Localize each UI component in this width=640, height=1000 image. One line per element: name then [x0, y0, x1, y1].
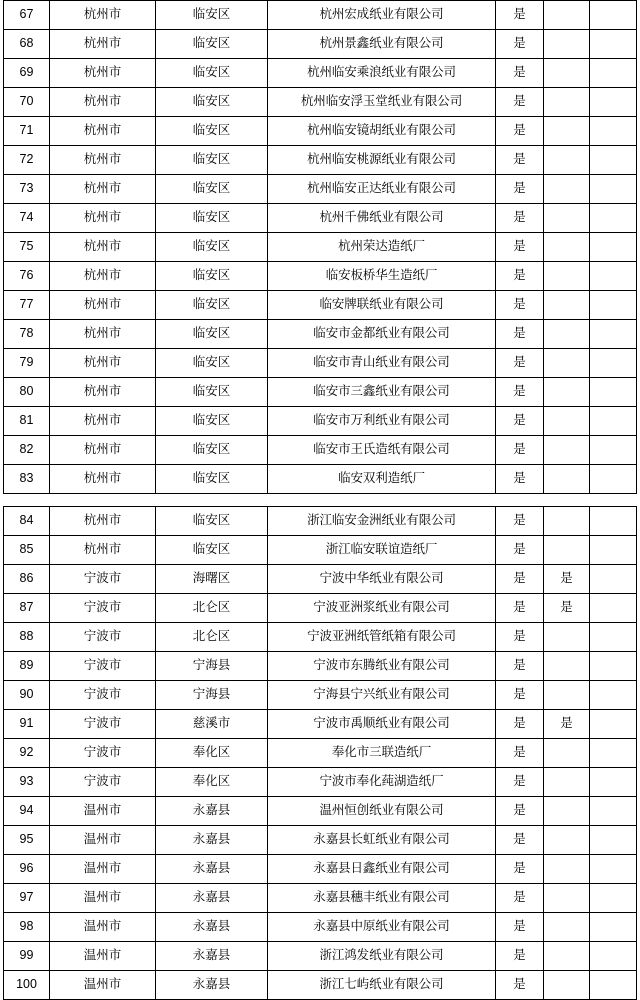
cell-city: 杭州市 — [50, 320, 156, 349]
cell-mark-1: 是 — [496, 59, 544, 88]
cell-district: 临安区 — [156, 407, 268, 436]
cell-city: 杭州市 — [50, 233, 156, 262]
cell-district: 临安区 — [156, 436, 268, 465]
cell-enterprise-name: 杭州景鑫纸业有限公司 — [268, 30, 496, 59]
table-row — [4, 623, 637, 652]
cell-district: 永嘉县 — [156, 797, 268, 826]
table-row — [4, 88, 637, 117]
cell-mark-1: 是 — [496, 652, 544, 681]
cell-mark-2 — [544, 536, 590, 565]
cell-mark-3 — [590, 407, 637, 436]
table-row — [4, 378, 637, 407]
cell-mark-1: 是 — [496, 942, 544, 971]
cell-city: 杭州市 — [50, 465, 156, 494]
cell-mark-3 — [590, 536, 637, 565]
cell-city: 宁波市 — [50, 565, 156, 594]
cell-mark-3 — [590, 855, 637, 884]
table-row — [4, 826, 637, 855]
cell-mark-3 — [590, 233, 637, 262]
cell-mark-2: 是 — [544, 565, 590, 594]
cell-city: 杭州市 — [50, 378, 156, 407]
cell-city: 杭州市 — [50, 349, 156, 378]
cell-index: 70 — [4, 88, 50, 117]
cell-enterprise-name: 临安双利造纸厂 — [268, 465, 496, 494]
cell-mark-3 — [590, 59, 637, 88]
table-row — [4, 204, 637, 233]
cell-city: 温州市 — [50, 942, 156, 971]
cell-mark-3 — [590, 594, 637, 623]
cell-city: 杭州市 — [50, 262, 156, 291]
cell-district: 海曙区 — [156, 565, 268, 594]
cell-city: 宁波市 — [50, 739, 156, 768]
cell-mark-2 — [544, 623, 590, 652]
cell-index: 81 — [4, 407, 50, 436]
cell-mark-3 — [590, 349, 637, 378]
cell-district: 永嘉县 — [156, 913, 268, 942]
cell-mark-1: 是 — [496, 536, 544, 565]
cell-enterprise-name: 临安市青山纸业有限公司 — [268, 349, 496, 378]
cell-mark-3 — [590, 826, 637, 855]
cell-index: 88 — [4, 623, 50, 652]
cell-mark-2 — [544, 884, 590, 913]
cell-mark-3 — [590, 507, 637, 536]
cell-district: 临安区 — [156, 349, 268, 378]
cell-index: 82 — [4, 436, 50, 465]
cell-mark-2 — [544, 797, 590, 826]
cell-district: 临安区 — [156, 233, 268, 262]
cell-index: 77 — [4, 291, 50, 320]
cell-enterprise-name: 永嘉县日鑫纸业有限公司 — [268, 855, 496, 884]
cell-city: 温州市 — [50, 855, 156, 884]
cell-enterprise-name: 永嘉县长虹纸业有限公司 — [268, 826, 496, 855]
cell-mark-3 — [590, 436, 637, 465]
cell-mark-1: 是 — [496, 349, 544, 378]
cell-district: 奉化区 — [156, 768, 268, 797]
cell-mark-3 — [590, 681, 637, 710]
cell-district: 北仑区 — [156, 594, 268, 623]
cell-mark-2 — [544, 262, 590, 291]
cell-mark-1: 是 — [496, 30, 544, 59]
cell-mark-2 — [544, 146, 590, 175]
cell-mark-2 — [544, 30, 590, 59]
table-row — [4, 59, 637, 88]
cell-city: 宁波市 — [50, 768, 156, 797]
cell-mark-1: 是 — [496, 436, 544, 465]
cell-district: 永嘉县 — [156, 884, 268, 913]
cell-index: 79 — [4, 349, 50, 378]
table-row — [4, 681, 637, 710]
cell-city: 杭州市 — [50, 291, 156, 320]
table-row — [4, 710, 637, 739]
table-row — [4, 507, 637, 536]
cell-city: 温州市 — [50, 971, 156, 1000]
cell-city: 杭州市 — [50, 175, 156, 204]
enterprise-table-part-1 — [3, 0, 637, 494]
cell-district: 宁海县 — [156, 652, 268, 681]
table-row — [4, 233, 637, 262]
cell-district: 临安区 — [156, 378, 268, 407]
cell-city: 杭州市 — [50, 88, 156, 117]
table-row — [4, 175, 637, 204]
cell-index: 73 — [4, 175, 50, 204]
cell-index: 94 — [4, 797, 50, 826]
cell-index: 75 — [4, 233, 50, 262]
cell-mark-1: 是 — [496, 378, 544, 407]
cell-mark-1: 是 — [496, 797, 544, 826]
table-row — [4, 797, 637, 826]
cell-district: 临安区 — [156, 536, 268, 565]
cell-district: 宁海县 — [156, 681, 268, 710]
cell-enterprise-name: 浙江鸿发纸业有限公司 — [268, 942, 496, 971]
cell-mark-3 — [590, 1, 637, 30]
cell-district: 慈溪市 — [156, 710, 268, 739]
cell-city: 宁波市 — [50, 594, 156, 623]
cell-mark-3 — [590, 739, 637, 768]
cell-district: 永嘉县 — [156, 826, 268, 855]
cell-index: 74 — [4, 204, 50, 233]
cell-index: 84 — [4, 507, 50, 536]
cell-mark-1: 是 — [496, 320, 544, 349]
cell-mark-2 — [544, 291, 590, 320]
cell-mark-3 — [590, 465, 637, 494]
cell-mark-3 — [590, 942, 637, 971]
cell-mark-3 — [590, 710, 637, 739]
cell-district: 临安区 — [156, 465, 268, 494]
cell-index: 91 — [4, 710, 50, 739]
cell-index: 90 — [4, 681, 50, 710]
table-row — [4, 971, 637, 1000]
cell-enterprise-name: 浙江临安金洲纸业有限公司 — [268, 507, 496, 536]
cell-district: 永嘉县 — [156, 855, 268, 884]
cell-mark-2 — [544, 175, 590, 204]
cell-city: 宁波市 — [50, 710, 156, 739]
cell-district: 临安区 — [156, 146, 268, 175]
cell-city: 杭州市 — [50, 59, 156, 88]
cell-mark-3 — [590, 204, 637, 233]
cell-city: 杭州市 — [50, 507, 156, 536]
cell-district: 临安区 — [156, 30, 268, 59]
cell-mark-1: 是 — [496, 407, 544, 436]
cell-enterprise-name: 杭州临安浮玉堂纸业有限公司 — [268, 88, 496, 117]
cell-mark-1: 是 — [496, 768, 544, 797]
cell-mark-3 — [590, 262, 637, 291]
cell-index: 72 — [4, 146, 50, 175]
cell-city: 杭州市 — [50, 1, 156, 30]
cell-district: 临安区 — [156, 117, 268, 146]
cell-mark-2 — [544, 1, 590, 30]
cell-index: 99 — [4, 942, 50, 971]
cell-mark-2 — [544, 233, 590, 262]
cell-index: 85 — [4, 536, 50, 565]
cell-enterprise-name: 临安市三鑫纸业有限公司 — [268, 378, 496, 407]
table-row — [4, 436, 637, 465]
cell-mark-1: 是 — [496, 262, 544, 291]
cell-enterprise-name: 临安市金都纸业有限公司 — [268, 320, 496, 349]
table-row — [4, 652, 637, 681]
cell-city: 温州市 — [50, 826, 156, 855]
cell-mark-3 — [590, 565, 637, 594]
cell-district: 奉化区 — [156, 739, 268, 768]
cell-mark-3 — [590, 378, 637, 407]
cell-mark-1: 是 — [496, 117, 544, 146]
cell-enterprise-name: 宁波市禹顺纸业有限公司 — [268, 710, 496, 739]
cell-mark-2 — [544, 913, 590, 942]
cell-mark-3 — [590, 768, 637, 797]
cell-enterprise-name: 杭州宏成纸业有限公司 — [268, 1, 496, 30]
cell-city: 温州市 — [50, 797, 156, 826]
cell-mark-3 — [590, 971, 637, 1000]
cell-index: 87 — [4, 594, 50, 623]
table-row — [4, 117, 637, 146]
cell-index: 69 — [4, 59, 50, 88]
cell-enterprise-name: 宁波亚洲纸管纸箱有限公司 — [268, 623, 496, 652]
cell-mark-2 — [544, 768, 590, 797]
cell-district: 临安区 — [156, 291, 268, 320]
cell-mark-1: 是 — [496, 623, 544, 652]
table-row — [4, 465, 637, 494]
cell-mark-1: 是 — [496, 175, 544, 204]
cell-mark-1: 是 — [496, 88, 544, 117]
cell-city: 杭州市 — [50, 536, 156, 565]
cell-district: 永嘉县 — [156, 942, 268, 971]
cell-district: 永嘉县 — [156, 971, 268, 1000]
cell-index: 89 — [4, 652, 50, 681]
cell-enterprise-name: 临安牌联纸业有限公司 — [268, 291, 496, 320]
cell-mark-3 — [590, 30, 637, 59]
cell-mark-1: 是 — [496, 507, 544, 536]
table-row — [4, 146, 637, 175]
cell-enterprise-name: 杭州临安镜胡纸业有限公司 — [268, 117, 496, 146]
cell-enterprise-name: 宁波亚洲浆纸业有限公司 — [268, 594, 496, 623]
cell-mark-1: 是 — [496, 913, 544, 942]
cell-mark-2: 是 — [544, 710, 590, 739]
cell-district: 临安区 — [156, 262, 268, 291]
cell-mark-3 — [590, 623, 637, 652]
cell-mark-1: 是 — [496, 710, 544, 739]
cell-enterprise-name: 浙江临安联谊造纸厂 — [268, 536, 496, 565]
cell-district: 临安区 — [156, 59, 268, 88]
cell-index: 95 — [4, 826, 50, 855]
cell-enterprise-name: 杭州临安正达纸业有限公司 — [268, 175, 496, 204]
cell-index: 97 — [4, 884, 50, 913]
cell-mark-2 — [544, 407, 590, 436]
cell-mark-1: 是 — [496, 204, 544, 233]
cell-city: 杭州市 — [50, 30, 156, 59]
cell-city: 杭州市 — [50, 204, 156, 233]
table-block-separator — [4, 494, 637, 506]
cell-city: 杭州市 — [50, 407, 156, 436]
cell-index: 98 — [4, 913, 50, 942]
cell-mark-3 — [590, 175, 637, 204]
cell-district: 临安区 — [156, 88, 268, 117]
table-row — [4, 320, 637, 349]
cell-mark-2: 是 — [544, 594, 590, 623]
cell-mark-1: 是 — [496, 855, 544, 884]
cell-index: 86 — [4, 565, 50, 594]
table-row — [4, 942, 637, 971]
cell-enterprise-name: 临安板桥华生造纸厂 — [268, 262, 496, 291]
cell-city: 杭州市 — [50, 436, 156, 465]
cell-enterprise-name: 永嘉县穗丰纸业有限公司 — [268, 884, 496, 913]
cell-mark-3 — [590, 291, 637, 320]
cell-mark-3 — [590, 117, 637, 146]
table-row — [4, 30, 637, 59]
cell-mark-2 — [544, 942, 590, 971]
cell-mark-1: 是 — [496, 233, 544, 262]
cell-index: 78 — [4, 320, 50, 349]
cell-mark-2 — [544, 88, 590, 117]
cell-city: 宁波市 — [50, 652, 156, 681]
cell-index: 76 — [4, 262, 50, 291]
cell-mark-1: 是 — [496, 739, 544, 768]
cell-mark-2 — [544, 681, 590, 710]
cell-enterprise-name: 杭州千佛纸业有限公司 — [268, 204, 496, 233]
table-row — [4, 349, 637, 378]
cell-index: 67 — [4, 1, 50, 30]
cell-mark-2 — [544, 59, 590, 88]
cell-mark-2 — [544, 320, 590, 349]
cell-mark-3 — [590, 884, 637, 913]
cell-index: 83 — [4, 465, 50, 494]
cell-mark-3 — [590, 913, 637, 942]
cell-enterprise-name: 临安市王氏造纸有限公司 — [268, 436, 496, 465]
cell-mark-2 — [544, 378, 590, 407]
table-row — [4, 768, 637, 797]
enterprise-table-part-2 — [3, 506, 637, 1000]
cell-mark-2 — [544, 436, 590, 465]
cell-district: 临安区 — [156, 1, 268, 30]
cell-enterprise-name: 宁波市东腾纸业有限公司 — [268, 652, 496, 681]
cell-mark-1: 是 — [496, 971, 544, 1000]
cell-enterprise-name: 永嘉县中原纸业有限公司 — [268, 913, 496, 942]
table-row — [4, 407, 637, 436]
cell-mark-2 — [544, 971, 590, 1000]
cell-mark-3 — [590, 146, 637, 175]
cell-city: 温州市 — [50, 884, 156, 913]
table-row — [4, 565, 637, 594]
cell-mark-1: 是 — [496, 465, 544, 494]
table-row — [4, 594, 637, 623]
cell-enterprise-name: 临安市万利纸业有限公司 — [268, 407, 496, 436]
table-row — [4, 855, 637, 884]
cell-index: 92 — [4, 739, 50, 768]
cell-index: 93 — [4, 768, 50, 797]
cell-city: 宁波市 — [50, 681, 156, 710]
table-row — [4, 739, 637, 768]
table-row — [4, 262, 637, 291]
cell-mark-1: 是 — [496, 565, 544, 594]
cell-city: 宁波市 — [50, 623, 156, 652]
cell-district: 北仑区 — [156, 623, 268, 652]
cell-enterprise-name: 温州恒创纸业有限公司 — [268, 797, 496, 826]
cell-mark-1: 是 — [496, 1, 544, 30]
cell-mark-3 — [590, 797, 637, 826]
cell-index: 100 — [4, 971, 50, 1000]
cell-mark-1: 是 — [496, 146, 544, 175]
table-row — [4, 1, 637, 30]
cell-enterprise-name: 杭州临安桃源纸业有限公司 — [268, 146, 496, 175]
cell-index: 80 — [4, 378, 50, 407]
cell-city: 杭州市 — [50, 117, 156, 146]
cell-mark-1: 是 — [496, 884, 544, 913]
cell-district: 临安区 — [156, 320, 268, 349]
cell-mark-3 — [590, 320, 637, 349]
cell-mark-2 — [544, 855, 590, 884]
cell-index: 68 — [4, 30, 50, 59]
table-row — [4, 884, 637, 913]
cell-mark-3 — [590, 88, 637, 117]
cell-mark-1: 是 — [496, 291, 544, 320]
cell-mark-1: 是 — [496, 826, 544, 855]
cell-district: 临安区 — [156, 175, 268, 204]
cell-enterprise-name: 宁波中华纸业有限公司 — [268, 565, 496, 594]
cell-enterprise-name: 杭州临安乘浪纸业有限公司 — [268, 59, 496, 88]
table-row — [4, 536, 637, 565]
cell-mark-2 — [544, 826, 590, 855]
cell-mark-2 — [544, 349, 590, 378]
cell-city: 杭州市 — [50, 146, 156, 175]
cell-enterprise-name: 宁波市奉化莼湖造纸厂 — [268, 768, 496, 797]
cell-index: 71 — [4, 117, 50, 146]
cell-district: 临安区 — [156, 507, 268, 536]
cell-mark-2 — [544, 507, 590, 536]
cell-mark-2 — [544, 465, 590, 494]
cell-mark-2 — [544, 204, 590, 233]
cell-enterprise-name: 奉化市三联造纸厂 — [268, 739, 496, 768]
cell-enterprise-name: 宁海县宁兴纸业有限公司 — [268, 681, 496, 710]
cell-index: 96 — [4, 855, 50, 884]
table-row — [4, 291, 637, 320]
cell-mark-2 — [544, 652, 590, 681]
cell-enterprise-name: 杭州荣达造纸厂 — [268, 233, 496, 262]
cell-mark-1: 是 — [496, 681, 544, 710]
cell-mark-1: 是 — [496, 594, 544, 623]
cell-district: 临安区 — [156, 204, 268, 233]
cell-enterprise-name: 浙江七屿纸业有限公司 — [268, 971, 496, 1000]
cell-mark-2 — [544, 739, 590, 768]
cell-mark-3 — [590, 652, 637, 681]
cell-mark-2 — [544, 117, 590, 146]
cell-city: 温州市 — [50, 913, 156, 942]
table-row — [4, 913, 637, 942]
